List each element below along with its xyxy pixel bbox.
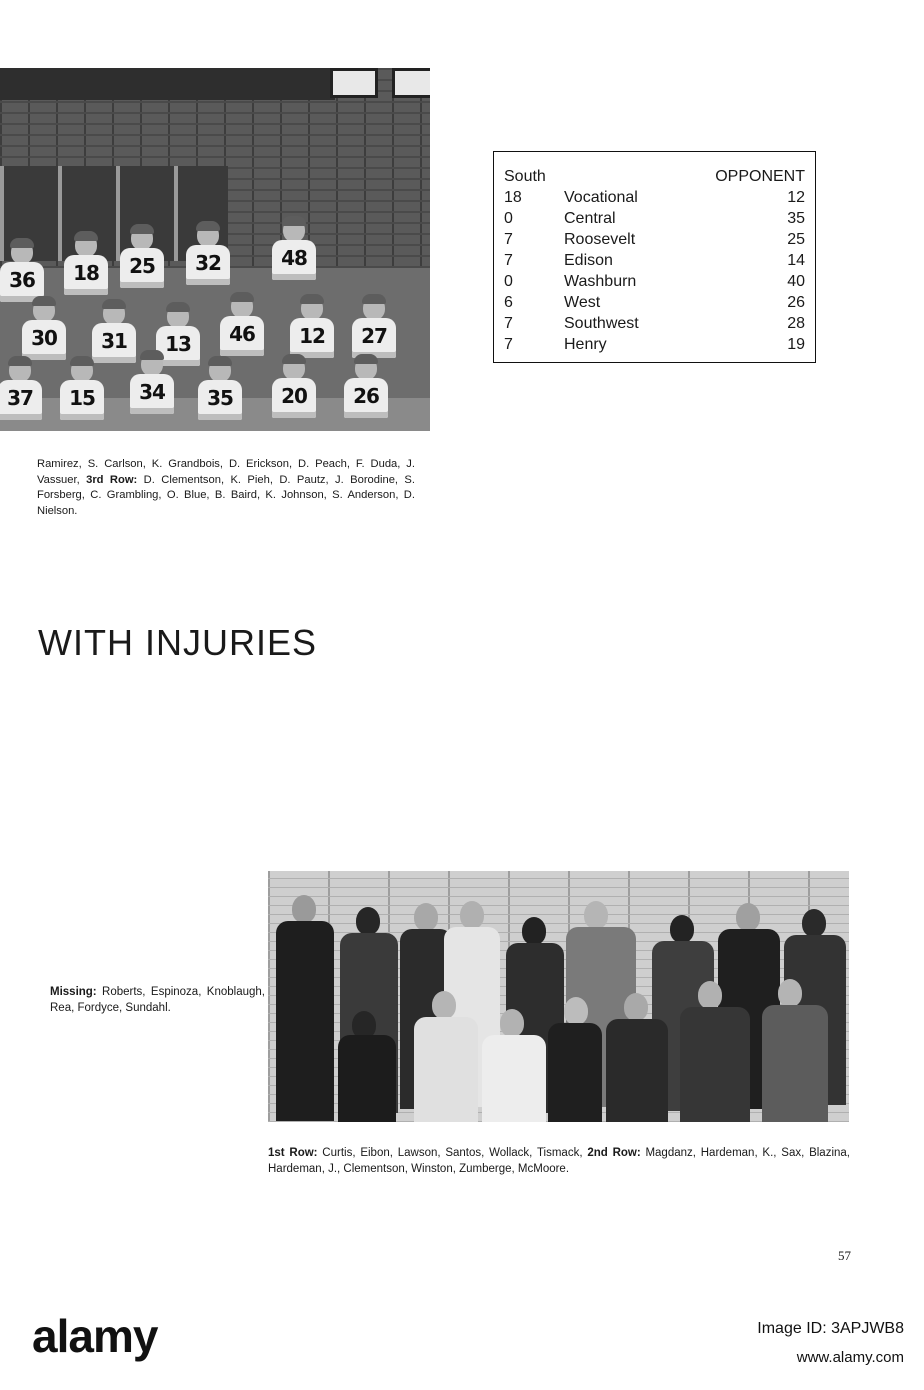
score-row bbox=[504, 208, 805, 229]
score-row bbox=[504, 187, 805, 208]
column-header-south: South bbox=[504, 168, 546, 185]
jersey-number: 12 bbox=[290, 318, 334, 358]
jersey-number: 30 bbox=[22, 320, 66, 360]
season-score-table bbox=[493, 151, 816, 363]
jersey-number: 35 bbox=[198, 380, 242, 420]
opponent-score: 12 bbox=[787, 189, 805, 206]
player bbox=[0, 358, 40, 414]
jersey-number: 18 bbox=[64, 255, 108, 295]
player bbox=[62, 358, 102, 414]
missing-label: Missing: bbox=[50, 986, 97, 998]
opponent-name: Southwest bbox=[564, 315, 639, 332]
south-score: 6 bbox=[504, 294, 513, 311]
jersey-number: 46 bbox=[220, 316, 264, 356]
south-score: 0 bbox=[504, 273, 513, 290]
image-id: Image ID: 3APJWB8 bbox=[757, 1320, 904, 1337]
player bbox=[200, 358, 240, 414]
opponent-name: Washburn bbox=[564, 273, 637, 290]
south-score: 18 bbox=[504, 189, 522, 206]
opponent-score: 35 bbox=[787, 210, 805, 227]
opponent-name: Central bbox=[564, 210, 616, 227]
score-row bbox=[504, 250, 805, 271]
south-score: 0 bbox=[504, 210, 513, 227]
caption-row-label: 1st Row: bbox=[268, 1147, 318, 1159]
site-url[interactable]: www.alamy.com bbox=[796, 1349, 904, 1366]
score-row bbox=[504, 334, 805, 355]
player bbox=[2, 240, 42, 296]
page-number: 57 bbox=[838, 1248, 851, 1263]
caption-text: Curtis, Eibon, Lawson, Santos, Wollack, Tismack, bbox=[317, 1147, 588, 1159]
opponent-name: Vocational bbox=[564, 189, 638, 206]
building-window bbox=[392, 68, 430, 98]
score-row bbox=[504, 292, 805, 313]
column-header-opponent: OPPONENT bbox=[715, 168, 805, 185]
opponent-name: Roosevelt bbox=[564, 231, 636, 248]
player bbox=[222, 294, 262, 350]
jersey-number: 36 bbox=[0, 262, 44, 302]
player bbox=[66, 233, 106, 289]
jersey-number: 20 bbox=[272, 378, 316, 418]
jersey-number: 26 bbox=[344, 378, 388, 418]
jersey-number: 48 bbox=[272, 240, 316, 280]
player bbox=[24, 298, 64, 354]
jersey-number: 32 bbox=[186, 245, 230, 285]
player bbox=[292, 296, 332, 352]
missing-players-caption bbox=[50, 984, 265, 1016]
jersey-number: 13 bbox=[156, 326, 200, 366]
alamy-logo: alamy bbox=[32, 1310, 158, 1362]
caption-row-label: 3rd Row: bbox=[86, 473, 138, 486]
player bbox=[188, 223, 228, 279]
score-row bbox=[504, 313, 805, 334]
opponent-score: 14 bbox=[787, 252, 805, 269]
score-row bbox=[504, 229, 805, 250]
missing-names: Roberts, Espinoza, Knoblaugh, Rea, Fordyce, Sundahl. bbox=[50, 986, 265, 1014]
player bbox=[274, 218, 314, 274]
player bbox=[274, 356, 314, 412]
south-score: 7 bbox=[504, 336, 513, 353]
jersey-number: 37 bbox=[0, 380, 42, 420]
score-row bbox=[504, 271, 805, 292]
player bbox=[346, 356, 386, 412]
section-headline: WITH INJURIES bbox=[38, 622, 317, 663]
opponent-score: 25 bbox=[787, 231, 805, 248]
opponent-name: Edison bbox=[564, 252, 613, 269]
group-photo bbox=[268, 871, 849, 1122]
football-team-photo bbox=[0, 68, 430, 431]
group-photo-caption bbox=[268, 1145, 850, 1177]
opponent-name: Henry bbox=[564, 336, 607, 353]
jersey-number: 25 bbox=[120, 248, 164, 288]
opponent-score: 28 bbox=[787, 315, 805, 332]
jersey-number: 27 bbox=[352, 318, 396, 358]
jersey-number: 31 bbox=[92, 323, 136, 363]
opponent-name: West bbox=[564, 294, 601, 311]
caption-text: D. Clementson, K. Pieh, D. Pautz, J. Borodine, S. Forsberg, C. Grambling, O. Blue, B. Baird, K. Johnson, S. Anderson, D. Nielson. bbox=[37, 473, 416, 517]
caption-text: Magdanz, Hardeman, K., Sax, Blazina, Hardeman, J., Clementson, Winston, Zumberge, McMoore. bbox=[268, 1147, 850, 1175]
south-score: 7 bbox=[504, 231, 513, 248]
score-table-header bbox=[504, 166, 805, 187]
south-score: 7 bbox=[504, 252, 513, 269]
opponent-score: 26 bbox=[787, 294, 805, 311]
player bbox=[354, 296, 394, 352]
building-window bbox=[330, 68, 378, 98]
opponent-score: 40 bbox=[787, 273, 805, 290]
team-photo-caption bbox=[37, 457, 415, 519]
player bbox=[132, 352, 172, 408]
player bbox=[94, 301, 134, 357]
jersey-number: 34 bbox=[130, 374, 174, 414]
caption-text: Ramirez, S. Carlson, K. Grandbois, D. Erickson, D. Peach, F. Duda, J. Vassuer, bbox=[37, 458, 415, 486]
player bbox=[122, 226, 162, 282]
opponent-score: 19 bbox=[787, 336, 805, 353]
building-roofline bbox=[0, 68, 335, 100]
jersey-number: 15 bbox=[60, 380, 104, 420]
south-score: 7 bbox=[504, 315, 513, 332]
caption-row-label: 2nd Row: bbox=[587, 1147, 641, 1159]
